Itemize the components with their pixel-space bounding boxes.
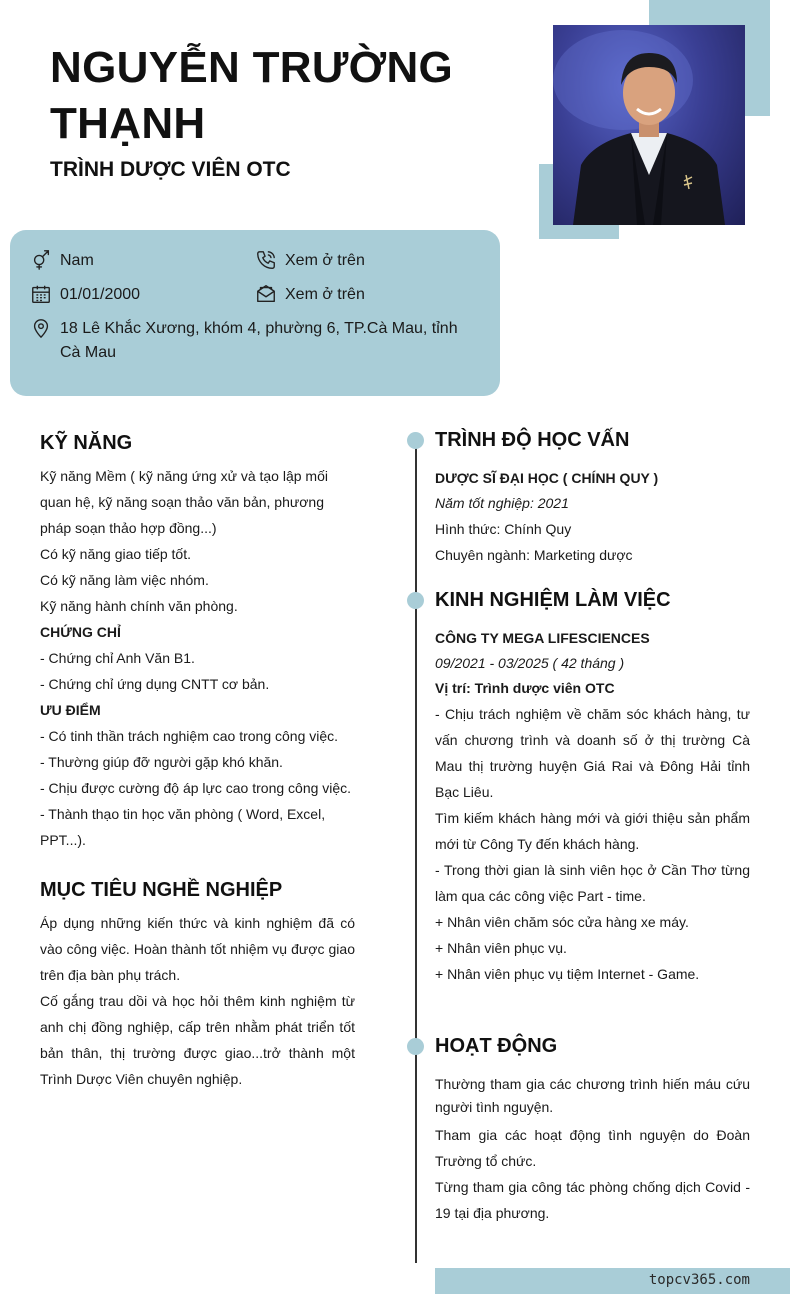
timeline-dot — [407, 592, 424, 609]
experience-position: Vị trí: Trình dược viên OTC — [435, 680, 615, 696]
certificates-subtitle: CHỨNG CHỈ — [40, 624, 121, 640]
experience-line: + Nhân viên chăm sóc cửa hàng xe máy. — [435, 914, 689, 930]
activities-section — [435, 1073, 750, 1226]
activity-line: Từng tham gia công tác phòng chống dịch Covid - 19 tại địa phương. — [435, 1179, 750, 1221]
experience-line: - Trong thời gian là sinh viên học ở Cần Thơ từng làm qua các công việc Part - time. — [435, 862, 750, 904]
email-icon — [255, 283, 277, 305]
experience-line: + Nhân viên phục vụ. — [435, 940, 567, 956]
education-degree: DƯỢC SĨ ĐẠI HỌC ( CHÍNH QUY ) — [435, 470, 659, 486]
skills-title: KỸ NĂNG — [40, 432, 133, 454]
footer-bar — [435, 1268, 790, 1294]
address-value: 18 Lê Khắc Xương, khóm 4, phường 6, TP.Cà Mau, tỉnh Cà Mau — [60, 320, 458, 361]
strength-item: - Thành thạo tin học văn phòng ( Word, Excel, PPT...). — [40, 806, 326, 848]
timeline-dot — [407, 1038, 424, 1055]
strength-item: - Chịu được cường độ áp lực cao trong công việc. — [40, 780, 352, 796]
person-portrait-icon — [553, 25, 745, 225]
address-row — [30, 317, 470, 365]
experience-line: + Nhân viên phục vụ tiệm Internet - Game. — [435, 966, 700, 982]
email-row — [255, 283, 485, 307]
email-value: Xem ở trên — [285, 286, 365, 303]
objective-title: MỤC TIÊU NGHỀ NGHIỆP — [40, 879, 283, 901]
gender-value: Nam — [60, 252, 94, 269]
skill-item: Có kỹ năng làm việc nhóm. — [40, 572, 209, 588]
gender-row — [30, 249, 230, 273]
skills-section — [40, 463, 355, 853]
phone-icon — [255, 249, 277, 271]
strengths-subtitle: ƯU ĐIỂM — [40, 702, 101, 718]
education-year: Năm tốt nghiệp: 2021 — [435, 495, 569, 511]
skill-item: Kỹ năng Mềm ( kỹ năng ứng xử và tạo lập mối quan hệ, kỹ năng soạn thảo văn bản, phương pháp soạn thảo hợp đồng...) — [40, 468, 328, 536]
objective-section — [40, 910, 355, 1092]
education-section — [435, 466, 750, 568]
timeline-line — [415, 441, 417, 1263]
education-title: TRÌNH ĐỘ HỌC VẤN — [435, 429, 630, 451]
skill-item: Kỹ năng hành chính văn phòng. — [40, 598, 238, 614]
objective-paragraph: Cố gắng trau dồi và học hỏi thêm kinh nghiệm từ anh chị đồng nghiệp, cấp trên nhằm phát triển tốt bản thân, thị trường được giao...trở thành một Trình Dược Viên chuyên nghiệp. — [40, 993, 355, 1087]
experience-company: CÔNG TY MEGA LIFESCIENCES — [435, 630, 650, 646]
strength-item: - Có tinh thần trách nghiệm cao trong công việc. — [40, 728, 339, 744]
birthday-value: 01/01/2000 — [60, 286, 141, 303]
profile-photo — [553, 25, 745, 225]
calendar-icon — [30, 283, 52, 305]
education-major: Chuyên ngành: Marketing dược — [435, 547, 633, 563]
experience-line: Tìm kiếm khách hàng mới và giới thiệu sản phẩm mới từ Công Ty đến khách hàng. — [435, 810, 750, 852]
experience-line: - Chịu trách nghiệm về chăm sóc khách hàng, tư vấn chương trình và doanh số ở thị trường Cà Mau thị trường huyện Giá Rai và Đông Hải tỉnh Bạc Liêu. — [435, 706, 750, 800]
objective-paragraph: Áp dụng những kiến thức và kinh nghiệm đã có vào công việc. Hoàn thành tốt nhiệm vụ được giao trên địa bàn phụ trách. — [40, 915, 355, 983]
certificate-item: - Chứng chỉ Anh Văn B1. — [40, 650, 195, 666]
candidate-name: NGUYỄN TRƯỜNG THẠNH — [50, 43, 454, 148]
certificate-item: - Chứng chỉ ứng dụng CNTT cơ bản. — [40, 676, 270, 692]
footer-site: topcv365.com — [648, 1272, 750, 1288]
strength-item: - Thường giúp đỡ người gặp khó khăn. — [40, 754, 283, 770]
phone-row — [255, 249, 485, 273]
job-title: TRÌNH DƯỢC VIÊN OTC — [50, 158, 291, 181]
skill-item: Có kỹ năng giao tiếp tốt. — [40, 546, 191, 562]
education-form: Hình thức: Chính Quy — [435, 521, 572, 537]
timeline-dot — [407, 432, 424, 449]
activities-title: HOẠT ĐỘNG — [435, 1035, 558, 1057]
activity-line: Tham gia các hoạt động tình nguyện do Đoàn Trường tổ chức. — [435, 1127, 750, 1169]
activity-line: Thường tham gia các chương trình hiến máu cứu người tình nguyện. — [435, 1076, 750, 1115]
location-pin-icon — [30, 317, 52, 339]
experience-title: KINH NGHIỆM LÀM VIỆC — [435, 589, 671, 611]
gender-icon — [30, 249, 52, 271]
birthday-row — [30, 283, 230, 307]
phone-value: Xem ở trên — [285, 252, 365, 269]
experience-section — [435, 626, 750, 987]
experience-period: 09/2021 - 03/2025 ( 42 tháng ) — [435, 655, 625, 671]
